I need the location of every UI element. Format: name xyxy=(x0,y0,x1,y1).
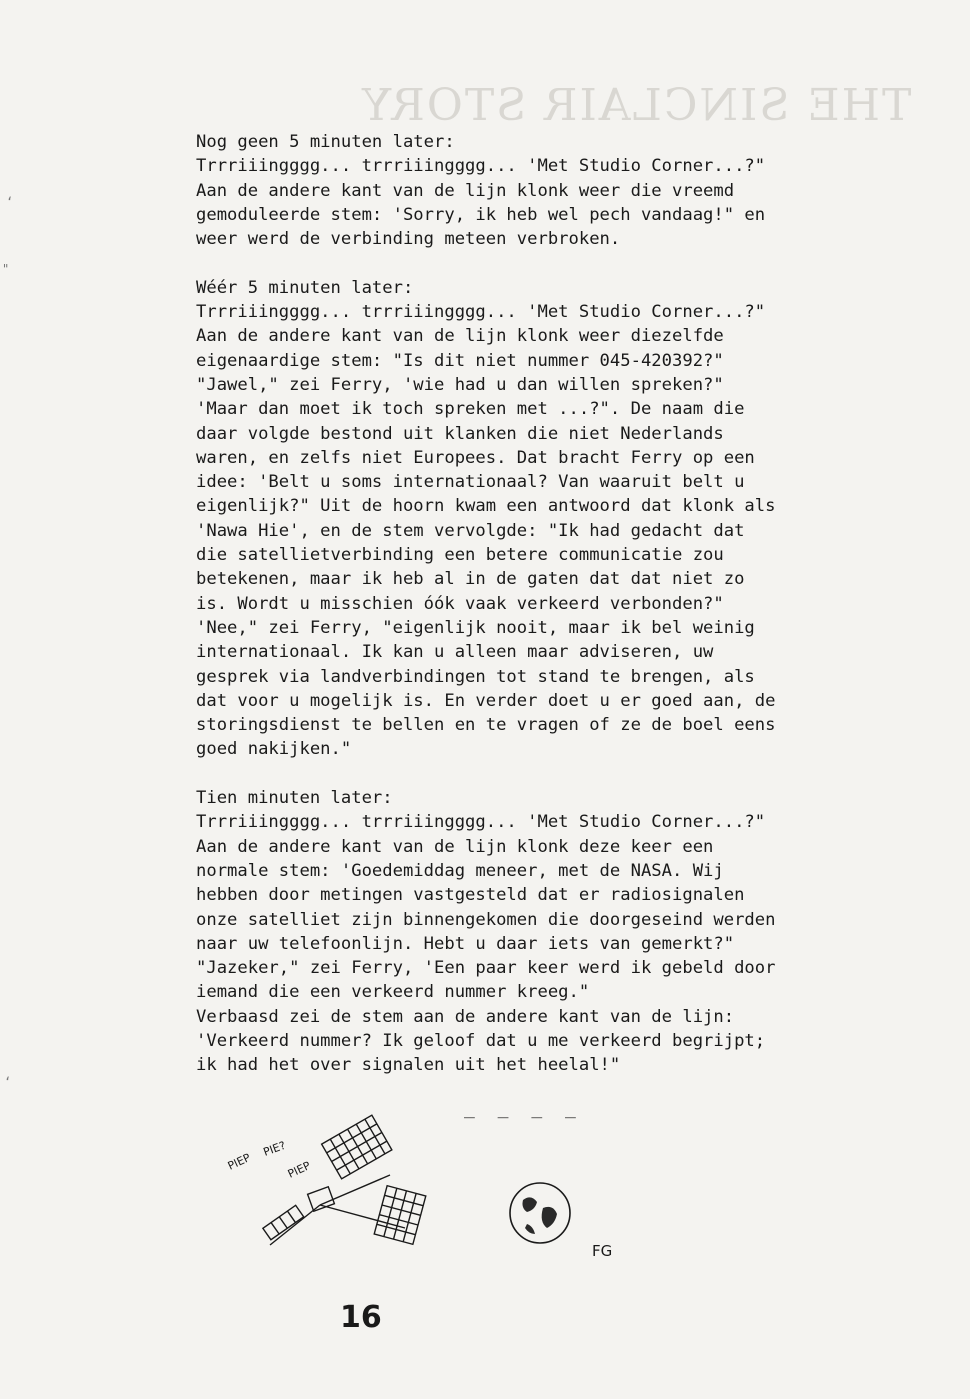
story-line: ik had het over signalen uit het heelal!" xyxy=(196,1055,621,1076)
story-line: onze satelliet zijn binnengekomen die doorgeseind werden xyxy=(196,909,776,930)
story-line: dat voor u mogelijk is. En verder doet u er goed aan, de xyxy=(196,690,776,711)
beep-label-2: PIE? xyxy=(261,1138,288,1159)
paragraph-gap xyxy=(196,762,886,786)
beep-label-3: PIEP xyxy=(285,1159,313,1181)
beep-label-1: PIEP xyxy=(225,1151,253,1173)
story-line: Aan de andere kant van de lijn klonk weer diezelfde xyxy=(196,326,724,347)
story-line: weer werd de verbinding meteen verbroken. xyxy=(196,229,621,250)
story-line: 'Verkeerd nummer? Ik geloof dat u me verkeerd begrijpt; xyxy=(196,1030,766,1051)
margin-mark: " xyxy=(2,262,10,276)
story-text xyxy=(196,130,886,1078)
story-line: normale stem: 'Goedemiddag meneer, met de NASA. Wij xyxy=(196,860,724,881)
earth-globe-icon xyxy=(505,1178,575,1248)
story-line: gesprek via landverbindingen tot stand te brengen, als xyxy=(196,666,755,687)
author-initials: FG xyxy=(592,1242,613,1260)
story-line: Trrriiingggg... trrriiingggg... 'Met Studio Corner...?" xyxy=(196,156,766,177)
story-line: Aan de andere kant van de lijn klonk deze keer een xyxy=(196,836,714,857)
story-line: 'Nawa Hie', en de stem vervolgde: "Ik had gedacht dat xyxy=(196,520,745,541)
story-line: Trrriiingggg... trrriiingggg... 'Met Studio Corner...?" xyxy=(196,812,766,833)
story-line: is. Wordt u misschien óók vaak verkeerd verbonden?" xyxy=(196,593,724,614)
story-line: 'Maar dan moet ik toch spreken met ...?". De naam die xyxy=(196,399,745,420)
story-line: waren, en zelfs niet Europees. Dat bracht Ferry op een xyxy=(196,447,755,468)
story-line: storingsdienst te bellen en te vragen of ze de boel eens xyxy=(196,715,776,736)
story-line: goed nakijken." xyxy=(196,739,352,760)
story-line: Tien minuten later: xyxy=(196,788,393,809)
story-line: 'Nee," zei Ferry, "eigenlijk nooit, maar ik bel weinig xyxy=(196,617,755,638)
story-line: die satellietverbinding een betere communicatie zou xyxy=(196,545,724,566)
paragraph-gap xyxy=(196,251,886,275)
bleed-through-title: THE SINCLAIR STORY xyxy=(360,80,912,131)
satellite-icon xyxy=(263,1115,426,1245)
story-line: "Jawel," zei Ferry, 'wie had u dan willen spreken?" xyxy=(196,374,724,395)
story-line: eigenaardige stem: "Is dit niet nummer 045-420392?" xyxy=(196,350,724,371)
story-line: gemoduleerde stem: 'Sorry, ik heb wel pech vandaag!" en xyxy=(196,204,766,225)
story-line: daar volgde bestond uit klanken die niet Nederlands xyxy=(196,423,724,444)
satellite-drawing xyxy=(225,1120,530,1260)
story-line: Wéér 5 minuten later: xyxy=(196,277,414,298)
story-line: Verbaasd zei de stem aan de andere kant van de lijn: xyxy=(196,1006,735,1027)
section-divider: _ _ _ _ xyxy=(464,1098,582,1119)
story-line: betekenen, maar ik heb al in de gaten dat dat niet zo xyxy=(196,569,745,590)
story-line: idee: 'Belt u soms internationaal? Van waaruit belt u xyxy=(196,472,745,493)
story-line: internationaal. Ik kan u alleen maar adviseren, uw xyxy=(196,642,714,663)
story-line: eigenlijk?" Uit de hoorn kwam een antwoord dat klonk als xyxy=(196,496,776,517)
story-line: hebben door metingen vastgesteld dat er radiosignalen xyxy=(196,885,745,906)
story-line: iemand die een verkeerd nummer kreeg." xyxy=(196,982,590,1003)
margin-mark: ‘ xyxy=(4,1075,12,1089)
story-line: Nog geen 5 minuten later: xyxy=(196,132,455,152)
margin-mark: ‘ xyxy=(6,195,14,209)
story-line: Aan de andere kant van de lijn klonk weer die vreemd xyxy=(196,180,735,201)
story-line: Trrriiingggg... trrriiingggg... 'Met Studio Corner...?" xyxy=(196,302,766,323)
story-line: naar uw telefoonlijn. Hebt u daar iets van gemerkt?" xyxy=(196,933,735,954)
page-number: 16 xyxy=(340,1300,382,1335)
story-line: "Jazeker," zei Ferry, 'Een paar keer werd ik gebeld door xyxy=(196,958,776,979)
